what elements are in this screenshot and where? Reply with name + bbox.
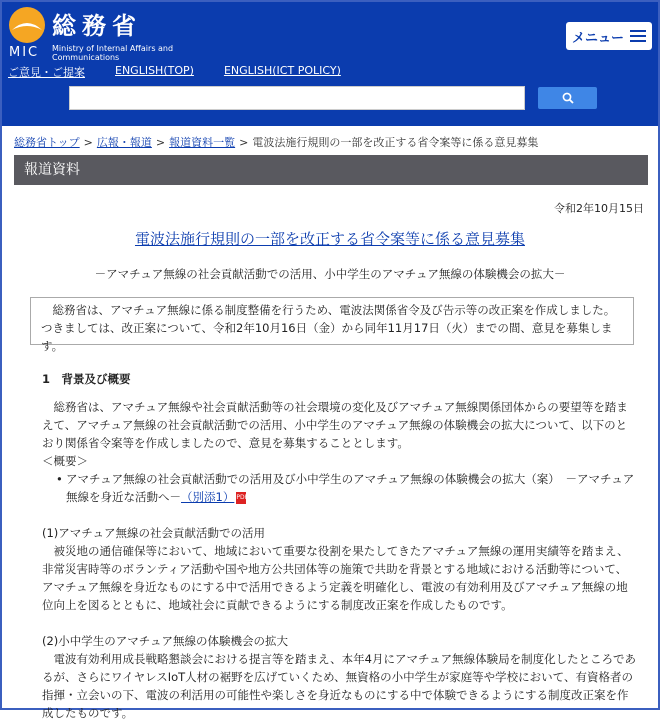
- press-title: 電波法施行規則の一部を改正する省令案等に係る意見募集: [134, 230, 525, 248]
- breadcrumb-press-list[interactable]: 報道資料一覧: [169, 136, 236, 149]
- outline-label: ＜概要＞: [42, 454, 88, 468]
- search-button[interactable]: [538, 87, 597, 109]
- press-date: 令和2年10月15日: [554, 202, 644, 215]
- menu-button[interactable]: [566, 22, 652, 50]
- top-links: [8, 64, 341, 80]
- pdf-icon[interactable]: PDF: [236, 492, 246, 504]
- outline-bullet: [42, 470, 638, 506]
- summary-text: 総務省は、アマチュア無線に係る制度整備を行うため、電波法関係省令及び告示等の改正案を作成しました。つきましては、改正案について、令和2年10月16日（金）から同年11月17日（火）までの間、意見を募集します。: [41, 303, 616, 353]
- breadcrumb: [14, 134, 538, 150]
- breadcrumb-sep: >: [83, 136, 93, 149]
- section-title: 報道資料: [14, 155, 648, 185]
- sub1-heading: (1)アマチュア無線の社会貢献活動での活用: [42, 526, 265, 540]
- breadcrumb-pr[interactable]: 広報・報道: [96, 136, 152, 149]
- ministry-name-en: Ministry of Internal Affairs and Communications: [52, 44, 174, 62]
- sub2-text: 電波有効利用成長戦略懇談会における提言等を踏まえ、本年4月にアマチュア無線体験局を制度化したところであるが、さらにワイヤレスIoT人材の裾野を広げていくため、無資格の小中学生が家庭等や学校において、有資格者の指揮・立会いの下、電波の利活用の可能性や楽しさを身近なものにする中で体験できるようにする制度改正案を作成したものです。: [42, 652, 637, 720]
- search-input[interactable]: [69, 86, 525, 110]
- ministry-name-jp[interactable]: 総務省: [52, 12, 142, 40]
- breadcrumb-current: 電波法施行規則の一部を改正する省令案等に係る意見募集: [252, 136, 539, 149]
- hamburger-icon: [630, 30, 646, 42]
- search-icon: [562, 92, 574, 104]
- mic-logo-icon[interactable]: [8, 6, 46, 44]
- site-header: [2, 2, 658, 126]
- menu-label: メニュー: [571, 30, 624, 46]
- summary-box: [30, 297, 634, 353]
- mic-logo-text: MIC: [9, 45, 40, 60]
- background-paragraph: 総務省は、アマチュア無線や社会貢献活動等の社会環境の変化及びアマチュア無線関係団体からの要望等を踏まえて、アマチュア無線の社会貢献活動での活用、小中学生のアマチュア無線の体験機会の拡大について、以下のとおり関係省令案等を作成しましたので、意見を募集することとします。: [42, 400, 628, 450]
- attachment-1-link[interactable]: （別添1）: [181, 490, 235, 504]
- english-ict-link[interactable]: ENGLISH(ICT POLICY): [223, 64, 341, 77]
- main-content: [42, 370, 638, 722]
- outline-bullet-text: アマチュア無線の社会貢献活動での活用及び小中学生のアマチュア無線の体験機会の拡大（案） －アマチュア無線を身近な活動へ－: [66, 472, 635, 504]
- press-subtitle: －アマチュア無線の社会貢献活動での活用、小中学生のアマチュア無線の体験機会の拡大－: [94, 267, 566, 281]
- breadcrumb-sep: >: [239, 136, 249, 149]
- sub2-heading: (2)小中学生のアマチュア無線の体験機会の拡大: [42, 634, 288, 648]
- heading-background: 1 背景及び概要: [42, 372, 131, 386]
- sub1-text: 被災地の通信確保等において、地域において重要な役割を果たしてきたアマチュア無線の運用実績等を踏まえ、非常災害時等のボランティア活動や国や地方公共団体等の施策で共助を背景とする地域における活動等について、アマチュア無線を身近なものにする中で活用できるよう定義を明確化し、電波の有効利用及びアマチュア無線の地位向上を図るとともに、地域社会に貢献できるようにする制度改正案を作成したものです。: [42, 544, 629, 612]
- feedback-link[interactable]: ご意見・ご提案: [8, 66, 85, 79]
- breadcrumb-sep: >: [155, 136, 166, 149]
- breadcrumb-top[interactable]: 総務省トップ: [14, 136, 80, 149]
- english-top-link[interactable]: ENGLISH(TOP): [115, 64, 194, 77]
